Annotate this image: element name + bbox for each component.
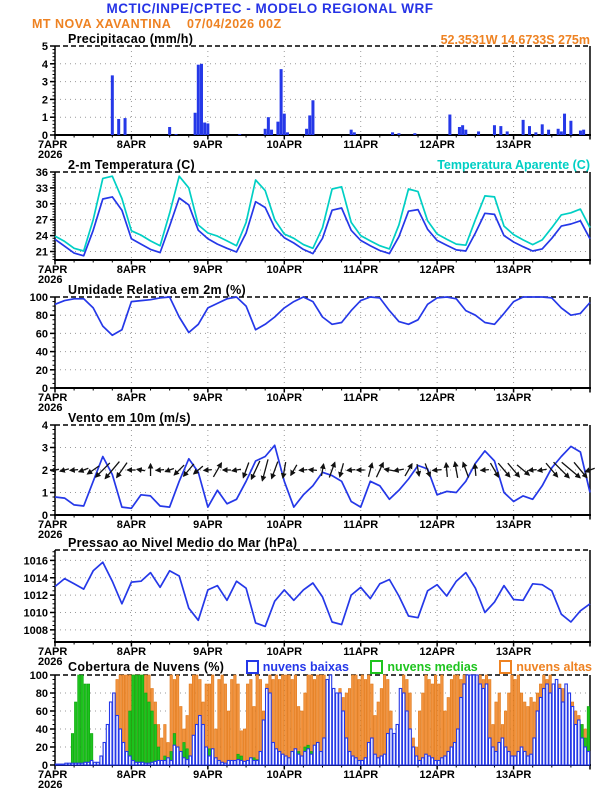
- svg-text:9APR: 9APR: [193, 392, 223, 404]
- legend-apparent-temperature: Temperatura Aparente (C): [437, 158, 590, 172]
- svg-text:8APR: 8APR: [116, 264, 147, 276]
- svg-text:12APR: 12APR: [419, 264, 455, 276]
- mid-clouds-swatch-icon: [370, 660, 383, 674]
- svg-text:11APR: 11APR: [343, 769, 379, 781]
- panel-title-precipitation: Precipitacao (mm/h): [68, 32, 194, 46]
- svg-text:21: 21: [35, 246, 48, 259]
- svg-text:9APR: 9APR: [193, 769, 223, 781]
- svg-text:11APR: 11APR: [343, 519, 379, 531]
- svg-text:13APR: 13APR: [495, 392, 532, 404]
- svg-text:1012: 1012: [23, 590, 48, 603]
- svg-text:60: 60: [35, 328, 48, 341]
- svg-text:2026: 2026: [38, 149, 63, 161]
- svg-text:2026: 2026: [38, 402, 63, 414]
- panel-title-temperature: 2-m Temperatura (C): [68, 158, 196, 172]
- svg-text:13APR: 13APR: [495, 519, 532, 531]
- svg-text:24: 24: [35, 230, 48, 243]
- panel-title-clouds: Cobertura de Nuvens (%): [68, 660, 225, 674]
- svg-text:20: 20: [35, 364, 48, 377]
- legend-label-low-clouds: nuvens baixas: [262, 660, 349, 674]
- svg-text:1014: 1014: [23, 572, 48, 585]
- svg-text:8APR: 8APR: [116, 646, 147, 658]
- svg-text:4: 4: [41, 58, 48, 71]
- svg-text:100: 100: [29, 292, 48, 304]
- svg-text:13APR: 13APR: [495, 769, 532, 781]
- svg-text:60: 60: [35, 706, 48, 718]
- svg-text:10APR: 10APR: [266, 392, 303, 404]
- svg-text:12APR: 12APR: [419, 646, 455, 658]
- legend-item-low-clouds: [246, 660, 349, 674]
- svg-text:4: 4: [41, 420, 48, 432]
- svg-text:13APR: 13APR: [495, 646, 532, 658]
- svg-text:40: 40: [35, 346, 48, 359]
- svg-text:2: 2: [41, 465, 48, 477]
- svg-text:12APR: 12APR: [419, 519, 455, 531]
- svg-text:7APR: 7APR: [38, 646, 68, 658]
- svg-text:9APR: 9APR: [193, 264, 223, 276]
- svg-text:0: 0: [41, 510, 48, 522]
- high-clouds-swatch-icon: [499, 660, 512, 674]
- panel-title-humidity: Umidade Relativa em 2m (%): [68, 283, 246, 297]
- svg-text:8APR: 8APR: [116, 519, 147, 531]
- svg-text:7APR: 7APR: [38, 769, 68, 781]
- svg-text:13APR: 13APR: [495, 264, 532, 276]
- svg-text:0: 0: [41, 130, 48, 142]
- svg-text:11APR: 11APR: [343, 392, 379, 404]
- svg-text:7APR: 7APR: [38, 264, 68, 276]
- svg-text:12APR: 12APR: [419, 139, 455, 151]
- svg-text:30: 30: [35, 198, 48, 211]
- svg-text:10APR: 10APR: [266, 646, 303, 658]
- run-datetime: 07/04/2026 00Z: [187, 17, 282, 31]
- station-coordinates: 52.3531W 14.6733S 275m: [440, 33, 590, 47]
- svg-text:13APR: 13APR: [495, 139, 532, 151]
- svg-text:10APR: 10APR: [266, 264, 303, 276]
- svg-text:1008: 1008: [23, 624, 48, 637]
- low-clouds-swatch-icon: [246, 660, 259, 674]
- svg-text:12APR: 12APR: [419, 769, 455, 781]
- station-name: MT NOVA XAVANTINA: [32, 17, 172, 31]
- legend-item-mid-clouds: [370, 660, 477, 674]
- svg-text:2026: 2026: [38, 779, 63, 791]
- svg-text:11APR: 11APR: [343, 139, 379, 151]
- legend-item-high-clouds: [499, 660, 592, 674]
- svg-text:1010: 1010: [23, 607, 48, 620]
- svg-text:8APR: 8APR: [116, 392, 147, 404]
- svg-text:27: 27: [35, 214, 48, 227]
- svg-text:80: 80: [35, 310, 48, 323]
- svg-text:0: 0: [41, 383, 48, 395]
- svg-text:8APR: 8APR: [116, 769, 147, 781]
- svg-text:1: 1: [41, 112, 48, 125]
- svg-text:10APR: 10APR: [266, 519, 303, 531]
- svg-text:3: 3: [41, 442, 48, 455]
- svg-text:1: 1: [41, 487, 48, 500]
- panel-title-pressure: Pressao ao Nivel Medio do Mar (hPa): [68, 536, 298, 550]
- svg-text:5: 5: [41, 41, 48, 53]
- svg-text:7APR: 7APR: [38, 392, 68, 404]
- svg-text:2026: 2026: [38, 529, 63, 541]
- svg-text:7APR: 7APR: [38, 139, 68, 151]
- svg-text:2: 2: [41, 94, 48, 107]
- panel-title-wind: Vento em 10m (m/s): [68, 411, 191, 425]
- svg-text:12APR: 12APR: [419, 392, 455, 404]
- svg-text:2026: 2026: [38, 274, 63, 286]
- svg-text:80: 80: [35, 688, 48, 700]
- svg-text:8APR: 8APR: [116, 139, 147, 151]
- svg-text:11APR: 11APR: [343, 646, 379, 658]
- cloud-legend-row: [68, 660, 592, 674]
- svg-text:40: 40: [35, 724, 48, 736]
- svg-text:7APR: 7APR: [38, 519, 68, 531]
- svg-text:9APR: 9APR: [193, 646, 223, 658]
- svg-text:3: 3: [41, 76, 48, 89]
- svg-text:0: 0: [41, 760, 48, 772]
- svg-text:1016: 1016: [23, 555, 48, 568]
- svg-text:20: 20: [35, 742, 48, 754]
- svg-text:11APR: 11APR: [343, 264, 379, 276]
- svg-text:33: 33: [35, 182, 48, 195]
- svg-text:100: 100: [29, 670, 48, 682]
- svg-text:10APR: 10APR: [266, 139, 303, 151]
- page-title: MCTIC/INPE/CPTEC - MODELO REGIONAL WRF: [106, 1, 434, 16]
- svg-text:9APR: 9APR: [193, 519, 223, 531]
- legend-label-mid-clouds: nuvens medias: [387, 660, 478, 674]
- svg-text:36: 36: [35, 167, 48, 179]
- svg-text:9APR: 9APR: [193, 139, 223, 151]
- svg-text:10APR: 10APR: [266, 769, 303, 781]
- legend-label-high-clouds: nuvens altas: [516, 660, 592, 674]
- svg-text:2026: 2026: [38, 656, 63, 668]
